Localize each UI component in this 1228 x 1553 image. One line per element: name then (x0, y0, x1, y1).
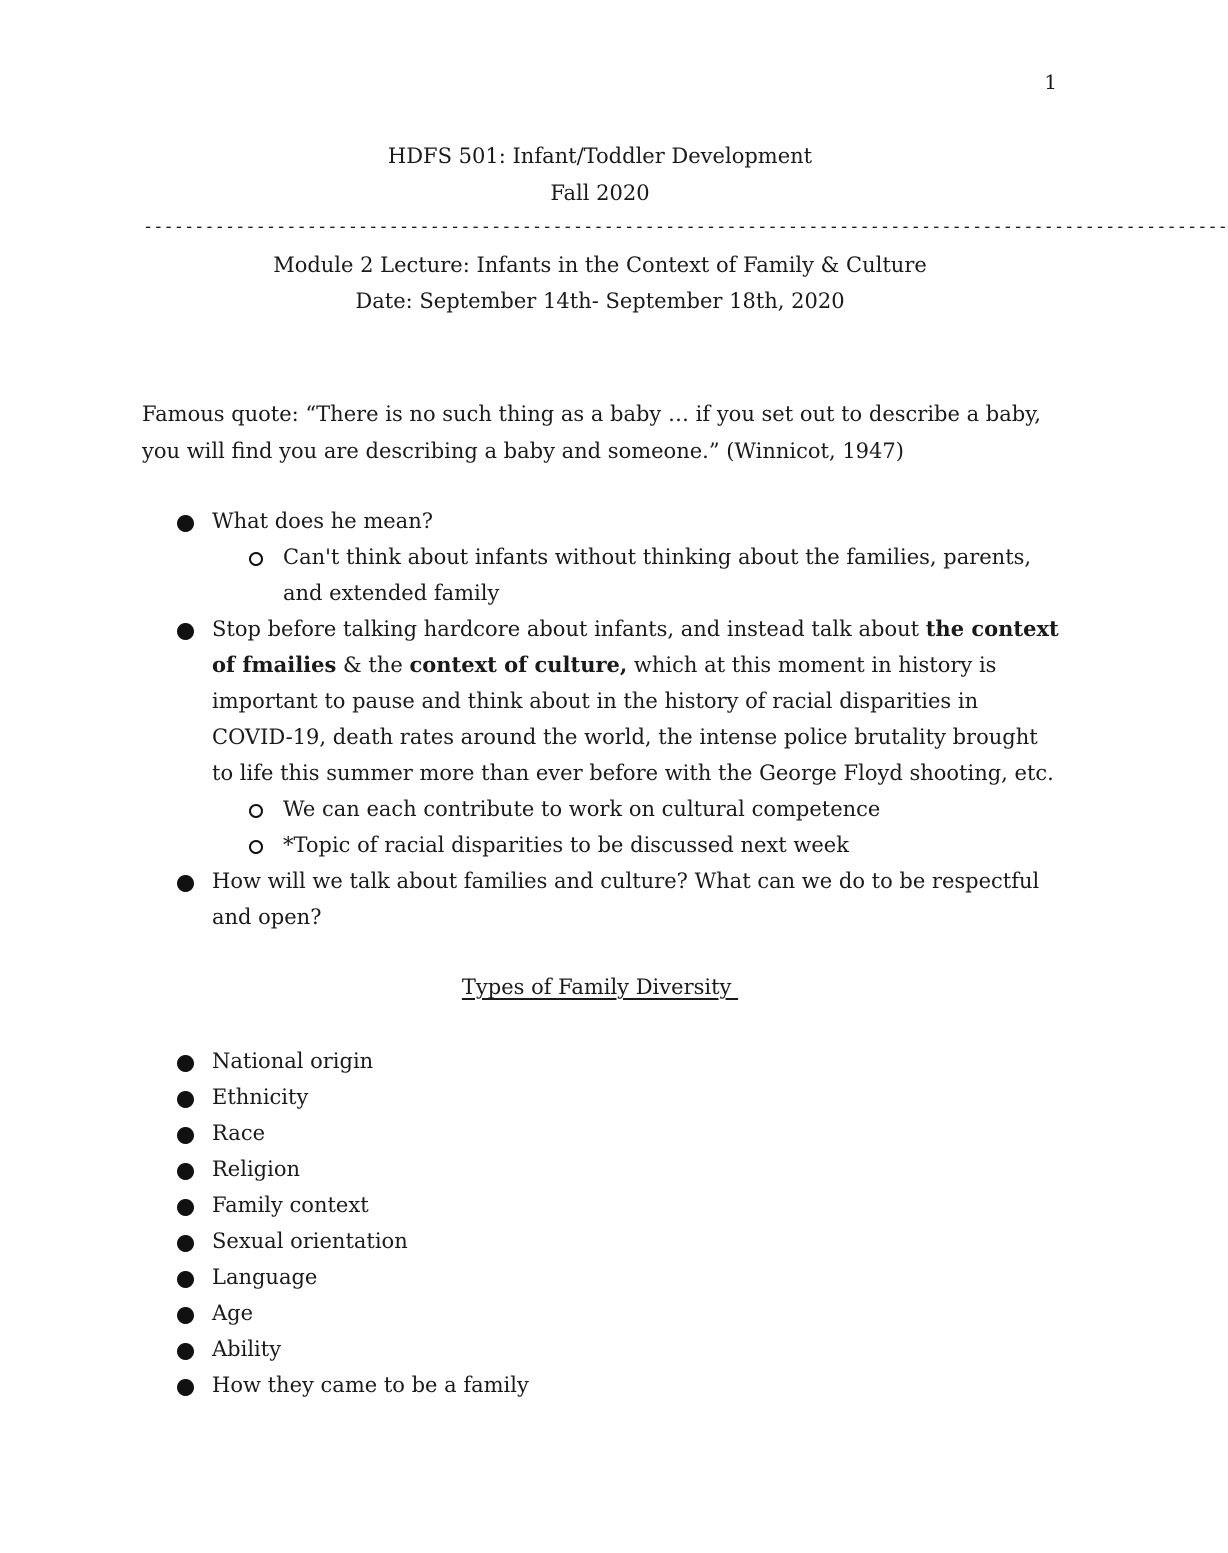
list-item-text: Sexual orientation (212, 1229, 408, 1253)
list-item (0, 1259, 1062, 1295)
famous-quote: Famous quote: “There is no such thing as a baby … if you set out to describe a baby, you will find you are describing a baby and someone.” (Winnicot, 1947) (142, 402, 1041, 463)
filled-bullet-icon (177, 1271, 194, 1288)
list-item (0, 1115, 1062, 1151)
list-item (0, 1367, 1062, 1403)
list-item-text: Race (212, 1121, 266, 1145)
list-item-text: How they came to be a family (212, 1373, 529, 1397)
list-item-text: What does he mean? (212, 509, 433, 533)
filled-bullet-icon (177, 1343, 194, 1360)
discussion-list (0, 503, 1063, 935)
section-heading-text: Types of Family Diversity (461, 975, 739, 999)
separator-line: ---------------------------------------------------------------------------------------------------------- (143, 217, 1228, 237)
page-number: 1 (1044, 70, 1057, 94)
hollow-bullet-icon (249, 804, 263, 818)
filled-bullet-icon (177, 1163, 194, 1180)
list-item-text: *Topic of racial disparities to be discussed next week (283, 833, 849, 857)
list-item-text: National origin (212, 1049, 374, 1073)
list-item (0, 1079, 1062, 1115)
filled-bullet-icon (177, 1055, 194, 1072)
list-item-text: Family context (212, 1193, 369, 1217)
list-item-text: Stop before talking hardcore about infants, and instead talk about the context of fmailies & the context of culture, which at this moment in history is important to pause and think about in the history of racial disparities in COVID-19, death rates around the world, the intense police brutality brought to life this summer more than ever before with the George Floyd shooting, etc. (212, 616, 1059, 785)
list-item (0, 827, 1063, 863)
list-item (0, 503, 1062, 539)
filled-bullet-icon (177, 1379, 194, 1396)
list-item (0, 791, 1063, 827)
list-item-text: Language (212, 1265, 318, 1289)
list-item-text: Religion (212, 1157, 300, 1181)
list-item (0, 1043, 1062, 1079)
filled-bullet-icon (177, 515, 194, 532)
diversity-list (0, 1043, 1062, 1403)
filled-bullet-icon (177, 1307, 194, 1324)
list-item (0, 1223, 1062, 1259)
list-item (0, 1331, 1062, 1367)
list-item-text: Ethnicity (212, 1085, 309, 1109)
list-item-text: How will we talk about families and culture? What can we do to be respectful and open? (212, 869, 1040, 929)
hollow-bullet-icon (249, 552, 263, 566)
list-item-text: Can't think about infants without thinking about the families, parents, and extended family (283, 545, 1032, 605)
filled-bullet-icon (177, 1127, 194, 1144)
module-title: Module 2 Lecture: Infants in the Context of Family & Culture (273, 253, 927, 277)
list-item-text: Ability (212, 1337, 282, 1361)
filled-bullet-icon (177, 875, 194, 892)
filled-bullet-icon (177, 623, 194, 640)
filled-bullet-icon (177, 1235, 194, 1252)
list-item (0, 1187, 1062, 1223)
bold-phrase: context of culture, (409, 652, 628, 677)
filled-bullet-icon (177, 1091, 194, 1108)
bold-phrase: the context of fmailies (212, 616, 1059, 677)
list-item (0, 539, 1063, 611)
list-item (0, 863, 1062, 935)
list-item (0, 611, 1062, 791)
list-item-text: We can each contribute to work on cultural competence (283, 797, 881, 821)
lecture-date: Date: September 14th- September 18th, 2020 (355, 289, 845, 313)
filled-bullet-icon (177, 1199, 194, 1216)
list-item-text: Age (212, 1301, 254, 1325)
term: Fall 2020 (550, 181, 650, 205)
list-item (0, 1295, 1062, 1331)
list-item (0, 1151, 1062, 1187)
course-title: HDFS 501: Infant/Toddler Development (387, 144, 813, 168)
hollow-bullet-icon (249, 840, 263, 854)
section-heading (0, 975, 1200, 999)
